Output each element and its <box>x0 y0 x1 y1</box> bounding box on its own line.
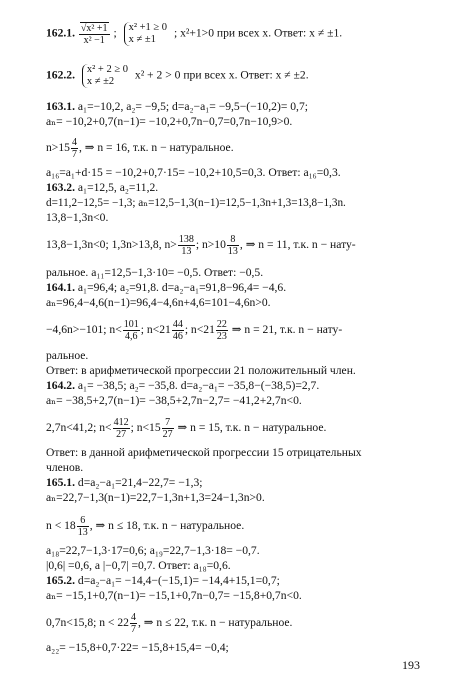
problem-165-2-line2: aₙ= −15,1+0,7(n−1)= −15,1+0,7n−0,7= −15,8+0,7n<0. <box>46 589 302 602</box>
fraction: $\frac{\text{√x² +1}}{\text{x² −1}}$ <box>80 23 108 46</box>
system-brace: x² + 2 ≥ 0 x ≠ ±2 <box>82 64 128 88</box>
fraction: $\frac{6}{13}$ <box>77 515 88 538</box>
problem-164-1-line4: ральное. <box>46 349 89 362</box>
problem-164-2-line3: 2,7n<41,2; n< $\frac{412}{27}$ ; n<15 $\frac{7}{27}$ ⇒ n = 15, т.к. n − натуральное. <box>46 417 327 440</box>
fraction: $\frac{101}{4,6}$ <box>123 319 139 342</box>
problem-163-1-line2: aₙ= −10,2+0,7(n−1)= −10,2+0,7n−0,7=0,7n−10,9>0. <box>46 115 293 128</box>
problem-163-2-line3: 13,8−1,3n<0. <box>46 211 109 224</box>
problem-165-2-line4: a₂₂= −15,8+0,7·22= −15,8+15,4= −0,4; <box>46 641 229 654</box>
problem-163-2-line5: ральное. a₁₁=12,5−1,3·10= −0,5. Ответ: −0,5. <box>46 266 264 279</box>
problem-number: 164.2. <box>46 379 75 392</box>
problem-number: 162.2. <box>46 68 75 82</box>
problem-number: 162.1. <box>46 26 75 40</box>
fraction: $\frac{44}{46}$ <box>172 319 183 342</box>
fraction: $\frac{412}{27}$ <box>113 417 129 440</box>
problem-163-1-line1: 163.1. a₁=−10,2, a₂= −9,5; d=a₂−a₁= −9,5−(−10,2)= 0,7; <box>46 100 308 113</box>
fraction: $\frac{4}{7}$ <box>130 612 136 635</box>
problem-164-1-line1: 164.1. a₁=96,4; a₂=91,8. d=a₂−a₁=91,8−96,4= −4,6. <box>46 281 287 294</box>
problem-number: 165.2. <box>46 574 75 587</box>
problem-number: 163.1. <box>46 100 75 113</box>
problem-165-1-line3: n < 18 $\frac{6}{13}$ , ⇒ n ≤ 18, т.к. n − натуральное. <box>46 515 245 538</box>
problem-163-2-line4: 13,8−1,3n<0; 1,3n>13,8, n> $\frac{138}{13}$ ; n>10 $\frac{8}{13}$ , ⇒ n = 11, т.к. n − нату- <box>46 234 356 257</box>
problem-165-1-line1: 165.1. d=a₂−a₁=21,4−22,7= −1,3; <box>46 476 203 489</box>
problem-number: 165.1. <box>46 476 75 489</box>
problem-164-2-line2: aₙ= −38,5+2,7(n−1)= −38,5+2,7n−2,7= −41,2+2,7n<0. <box>46 394 302 407</box>
problem-162-1: 162.1. $\frac{\text{√x² +1}}{\text{x² −1}}$ ; x² +1 ≥ 0 x ≠ ±1 ; x²+1>0 при всех x. Ответ: x ≠ ±1. <box>46 22 343 46</box>
problem-165-1-line4: a₁₈=22,7−1,3·17=0,6; a₁₉=22,7−1,3·18= −0,7. <box>46 544 260 557</box>
problem-162-2: 162.2. x² + 2 ≥ 0 x ≠ ±2 x² + 2 > 0 при всех x. Ответ: x ≠ ±2. <box>46 64 309 87</box>
problem-number: 164.1. <box>46 281 75 294</box>
problem-163-2-line1: 163.2. a₁=12,5, a₂=11,2. <box>46 181 159 194</box>
fraction: $\frac{7}{27}$ <box>162 417 173 440</box>
fraction: $\frac{8}{13}$ <box>227 234 238 257</box>
problem-165-2-line1: 165.2. d=a₂−a₁= −14,4−(−15,1)= −14,4+15,1=0,7; <box>46 574 280 587</box>
problem-164-2-line4: Ответ: в данной арифметической прогрессии 15 отрицательных <box>46 446 362 459</box>
problem-164-2-line1: 164.2. a₁= −38,5; a₂= −35,8. d=a₂−a₁= −35,8−(−38,5)=2,7. <box>46 379 320 392</box>
problem-164-2-line5: членов. <box>46 461 84 474</box>
problem-164-1-line2: aₙ=96,4−4,6(n−1)=96,4−4,6n+4,6=101−4,6n>0. <box>46 296 271 309</box>
problem-164-1-line5: Ответ: в арифметической прогрессии 21 положительный член. <box>46 364 356 377</box>
problem-164-1-line3: −4,6n>−101; n< $\frac{101}{4,6}$ ; n<21 $\frac{44}{46}$ ; n<21 $\frac{22}{23}$ ⇒ n = 21, т.к. n − нату- <box>46 319 343 342</box>
problem-165-1-line2: aₙ=22,7−1,3(n−1)=22,7−1,3n+1,3=24−1,3n>0. <box>46 491 265 504</box>
fraction: $\frac{138}{13}$ <box>178 234 194 257</box>
problem-163-1-line4: a₁₆=a₁+d·15 = −10,2+0,7·15= −10,2+10,5=0,3. Ответ: a₁₆=0,3. <box>46 166 341 179</box>
fraction: $\frac{22}{23}$ <box>216 319 227 342</box>
fraction: $\frac{4}{7}$ <box>71 137 77 160</box>
problem-163-1-line3: n>15 $\frac{4}{7}$ , ⇒ n = 16, т.к. n − натуральное. <box>46 137 234 160</box>
problem-165-2-line3: 0,7n<15,8; n < 22 $\frac{4}{7}$ , ⇒ n ≤ 22, т.к. n − натуральное. <box>46 612 293 635</box>
problem-165-1-line5: |0,6| =0,6, а |−0,7| =0,7. Ответ: a₁₈=0,6. <box>46 559 231 572</box>
problem-163-2-line2: d=11,2−12,5= −1,3; aₙ=12,5−1,3(n−1)=12,5−1,3n+1,3=13,8−1,3n. <box>46 197 346 209</box>
system-brace: x² +1 ≥ 0 x ≠ ±1 <box>124 22 167 46</box>
problem-number: 163.2. <box>46 181 75 194</box>
page-number: 193 <box>402 658 420 672</box>
